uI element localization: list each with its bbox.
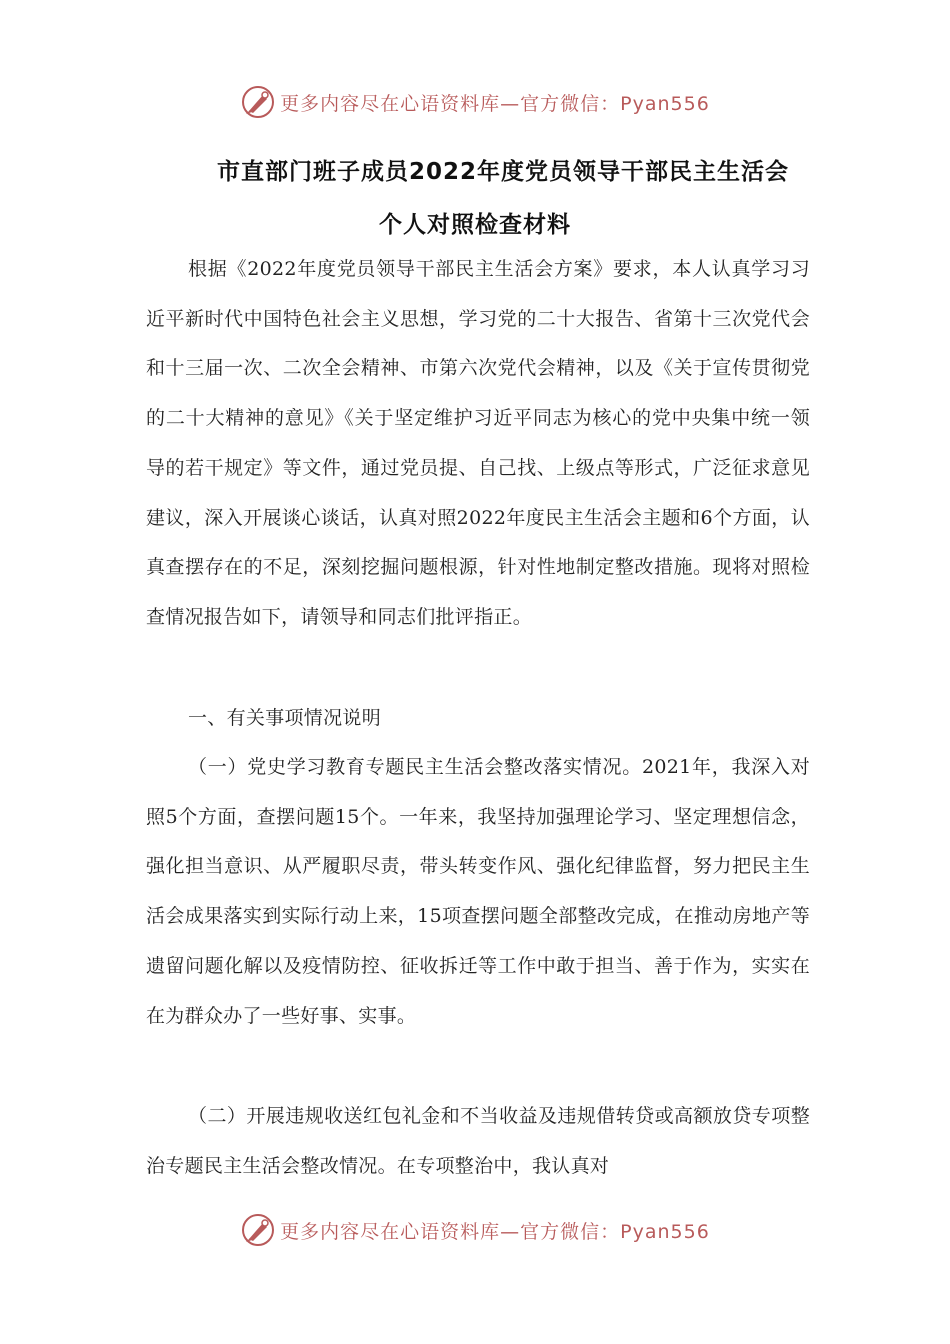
document-subtitle: 个人对照检查材料 [379,212,571,238]
fountain-pen-logo-icon [240,1212,276,1248]
section-heading: 一、有关事项情况说明 [188,707,382,729]
document-title: 市直部门班子成员2022年度党员领导干部民主生活会 [216,159,789,185]
intro-paragraph: 根据《2022年度党员领导干部民主生活会方案》要求，本人认真学习习近平新时代中国特色社会主义思想，学习党的二十大报告、省第十三次党代会和十三届一次、二次全会精神、市第六次党代会精神，以及《关于宣传贯彻党的二十大精神的意见》《关于坚定维护习近平同志为核心的党中央集中统一领导的若干规定》等文件，通过党员提、自己找、上级点等形式，广泛征求意见建议，深入开展谈心谈话，认真对照2022年度民主生活会主题和6个方面，认真查摆存在的不足，深刻挖掘问题根源，针对性地制定整改措施。现将对照检查情况报告如下，请领导和同志们批评指正。 [146,258,810,628]
watermark-text: 更多内容尽在心语资料库—官方微信：Pyan556 [280,92,710,115]
section-paragraph-1: （一）党史学习教育专题民主生活会整改落实情况。2021年，我深入对照5个方面，查摆问题15个。一年来，我坚持加强理论学习、坚定理想信念，强化担当意识、从严履职尽责，带头转变作风、强化纪律监督，努力把民主生活会成果落实到实际行动上来，15项查摆问题全部整改完成，在推动房地产等遗留问题化解以及疫情防控、征收拆迁等工作中敢于担当、善于作为，实实在在为群众办了一些好事、实事。 [146,756,810,1027]
watermark-text: 更多内容尽在心语资料库—官方微信：Pyan556 [280,1220,710,1243]
footer-watermark [0,1210,950,1250]
fountain-pen-logo-icon [240,84,276,120]
section-paragraph-2: （二）开展违规收送红包礼金和不当收益及违规借转贷或高额放贷专项整治专题民主生活会整改情况。在专项整治中，我认真对 [146,1105,810,1177]
header-watermark [0,82,950,122]
